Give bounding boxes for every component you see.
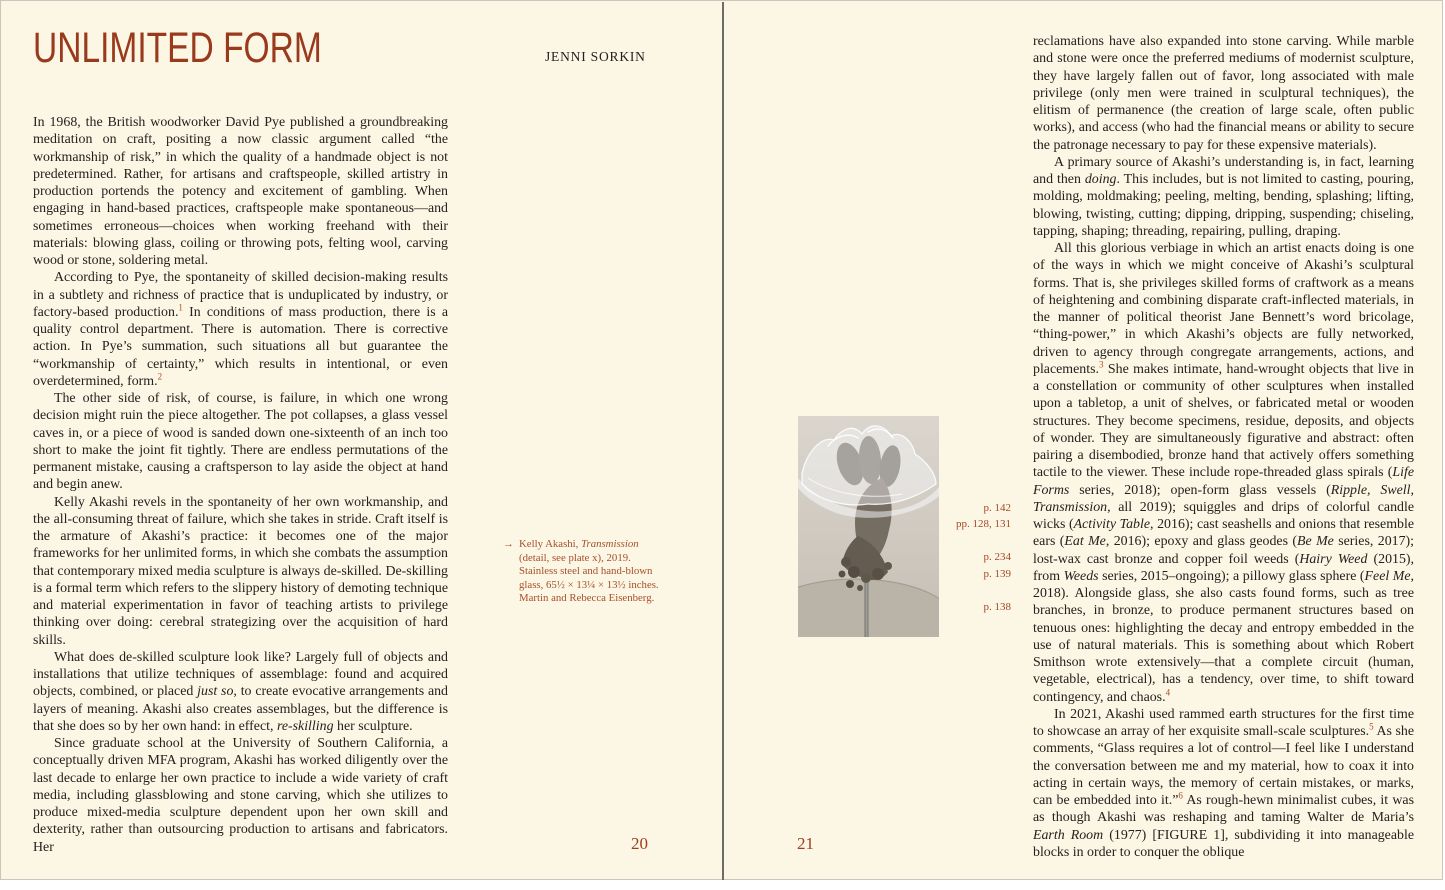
author-name: JENNI SORKIN — [545, 49, 646, 64]
paragraph: reclamations have also expanded into stone carving. While marble and stone were once the preferred mediums of modernist sculpture, they have largely fallen out of favor, long associated with male privilege (only men were trained in sculptural techniques), the elitism of permanence (the creation of large scale, often public works), and access (who had the financial means or ability to secure the patronage necessary to pay for these expensive materials). — [1033, 34, 1414, 153]
left-page — [2, 2, 722, 879]
margin-page-ref: p. 234 — [983, 551, 1011, 563]
paragraph: What does de-skilled sculpture look like? Largely full of objects and installations that utilize techniques of assemblage: found and acquired objects, combined, or placed just so, to create evocative arrangements and layers of meaning. Akashi also creates assemblages, but the difference is that she does so by her own hand: in effect, re-skilling her sculpture. — [33, 649, 448, 734]
body-text-left — [33, 114, 448, 866]
paragraph: The other side of risk, of course, is failure, in which one wrong decision might ruin the piece altogether. The pot collapses, a glass vessel caves in, or a piece of wood is sanded down one-sixteenth of an inch too short to make the joint fit tightly. There are endless permutations of the permanent mistake, causing a craftsperson to lay aside the object at hand and begin anew. — [33, 391, 448, 493]
right-page — [724, 2, 1443, 879]
margin-page-ref: p. 138 — [983, 601, 1011, 613]
paragraph: In 2021, Akashi used rammed earth structures for the first time to showcase an array of her exquisite small-scale sculptures.$^5$ As she comments, “Glass requires a lot of control—I feel like I understand the conversation between me and my material, how to coax it into acting in certain ways, the memory of certain mistakes, or marks, can be embedded into it.”$^6$ As rough-hewn minimalist cubes, it was as though Akashi was reshaping and taming Walter de Maria’s Earth Room (1977) [FIGURE 1], subdividing it into manageable blocks in order to conquer the oblique — [1033, 706, 1414, 860]
paragraph: According to Pye, the spontaneity of skilled decision-making results in a subtlety and richness of practice that is unduplicated by industry, or factory-based production.$^1$ In conditions of mass production, there is a quality control department. There is automation. There is corrective action. In Pye’s summation, such situations all but guarantee the “workmanship of certainty,” which results in intentional, or even overdetermined, form.$^2$ — [33, 270, 448, 389]
page-number-left: 20 — [631, 834, 648, 853]
paragraph: Since graduate school at the University of Southern California, a conceptually driven MFA program, Akashi has worked diligently over the last decade to enlarge her own practice to include a wide variety of craft media, including glassblowing and stone carving, which she utilizes to produce mixed-media sculpture dependent upon her own skill and dexterity, rather than outsourcing production to artisans and fabricators. Her — [33, 736, 448, 855]
paragraph: Kelly Akashi revels in the spontaneity of her own workmanship, and the all-consuming threat of failure, which she takes in stride. Craft itself is the armature of Akashi’s practice: it becomes one of the major frameworks for her unlimited forms, in which she combats the assumption that contemporary mixed media sculpture is always de-skilled. De-skilling is a formal term which refers to the slippery history of demoting technique and material experimentation in favor of teaching artists to privilege thinking over doing: cerebral strategizing over the acquisition of hard skills. — [33, 494, 448, 648]
page-title: UNLIMITED FORM — [33, 24, 322, 72]
gutter-divider — [722, 2, 724, 880]
margin-page-ref: p. 142 — [983, 502, 1011, 514]
figure-caption — [503, 538, 661, 606]
paragraph: All this glorious verbiage in which an artist enacts doing is one of the ways in which we might conceive of Akashi’s sculptural forms. That is, she privileges skilled forms of craftwork as a means of heightening and combining disparate craft-inflected materials, in the manner of political theorist Jane Bennett’s word bricolage, “thing-power,” in which Akashi’s objects are fully networked, driven to agency through congregate arrangements, actions, and placements.$^3$ She makes intimate, hand-wrought objects that live in a constellation or community of other sculptures when installed upon a tabletop, a unit of shelves, or fabricated metal or wooden structures. They become specimens, residue, deposits, and objects of wonder. They are simultaneously figurative and abstract: often pairing a disembodied, bronze hand that actively offers something tactile to the viewer. These include rope-threaded glass spirals (Life Forms series, 2018); open-form glass vessels (Ripple, Swell, Transmission, all 2019); squiggles and drips of colorful candle wicks (Activity Table, 2016); cast seashells and onions that resemble ears (Eat Me, 2016); epoxy and glass geodes (Be Me series, 2017); lost-wax cast bronze and copper foil weeds (Hairy Weed (2015), from Weeds series, 2015–ongoing); a pillowy glass sphere (Feel Me, 2018). Alongside glass, she also casts found forms, such as tree branches, in bronze, to produce permanent structures based on tenuous ones: highlighting the decay and entropy embedded in the use of natural materials. This is something about which Robert Smithson wrote extensively—that a complete circuit (human, vegetable, electrical), has a tendency, over time, to shift toward contingency, and chaos.$^4$ — [1033, 241, 1414, 705]
body-text-right — [1033, 33, 1414, 865]
paragraph: A primary source of Akashi’s understanding is, in fact, learning and then doing. This includes, but is not limited to casting, pouring, molding, moldmaking; peeling, melting, bending, splashing; lifting, blowing, twisting, cutting; dipping, dripping, suspending; chiseling, tapping, shaping; threading, repairing, pulling, draping. — [1033, 154, 1414, 239]
margin-page-ref: p. 139 — [983, 568, 1011, 580]
caption-arrow-icon: → — [503, 538, 514, 550]
page-number-right: 21 — [797, 834, 814, 853]
figure-caption-text: Kelly Akashi, Transmission (detail, see plate x), 2019. Stainless steel and hand-blown glass, 65½ × 13¼ × 13½ inches. Martin and Rebecca Eisenberg. — [519, 538, 659, 605]
paragraph: In 1968, the British woodworker David Pye published a groundbreaking meditation on craft, positing a now classic argument called “the workmanship of risk,” in which the quality of a handmade object is not predetermined. Rather, for artisans and craftspeople, skilled artistry in production portends the potency and excitement of gambling. When engaging in hand-based practices, craftspeople make spontaneous—and sometimes erroneous—choices when working freehand with their materials: blowing glass, coiling or throwing pots, felting wool, carving wood or stone, soldering metal. — [33, 115, 448, 268]
artwork-photo — [798, 416, 939, 637]
margin-page-ref: pp. 128, 131 — [956, 518, 1011, 530]
